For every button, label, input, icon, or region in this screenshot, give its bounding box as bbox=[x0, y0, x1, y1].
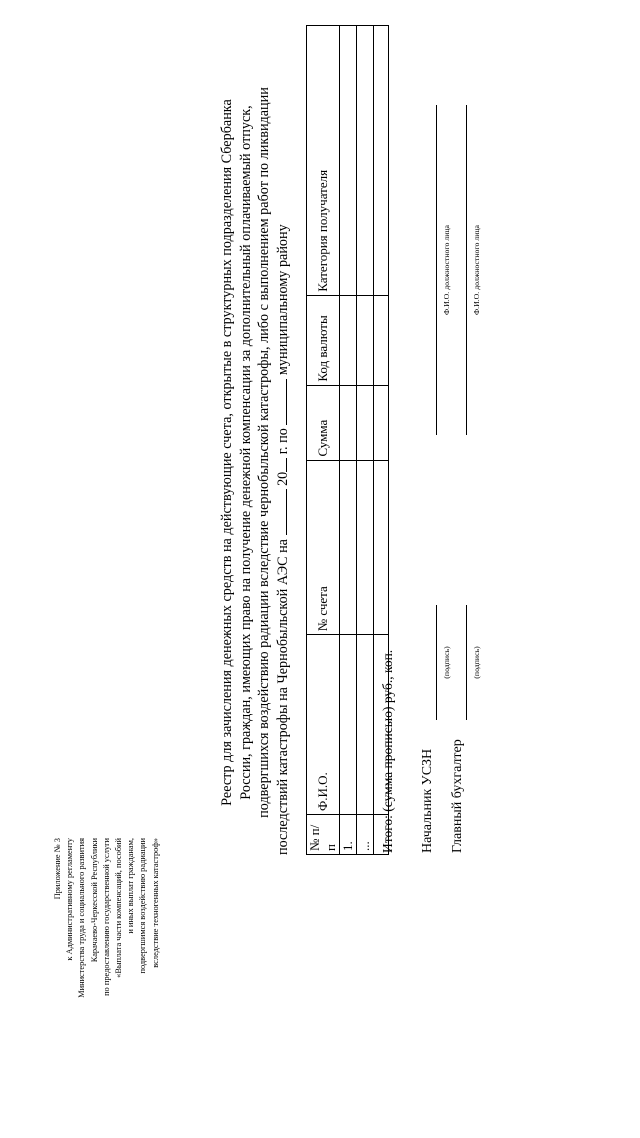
appendix-header bbox=[52, 838, 162, 1138]
title-line: России, граждан, имеющих право на получение денежной компенсации за дополнительный оплачиваемый отпуск, bbox=[237, 105, 254, 800]
appendix-line: по предоставлению государственной услуги bbox=[101, 838, 111, 996]
table-cell[interactable] bbox=[357, 385, 374, 460]
col-header-currency: Код валюты bbox=[307, 295, 340, 385]
accountant-name-line[interactable] bbox=[466, 105, 467, 435]
appendix-line: подвергшимся воздействию радиации bbox=[138, 838, 148, 974]
district-blank[interactable] bbox=[274, 379, 287, 425]
year-blank[interactable] bbox=[274, 458, 287, 472]
registry-table bbox=[306, 25, 389, 855]
table-cell[interactable] bbox=[357, 26, 374, 296]
head-signature-line[interactable] bbox=[436, 605, 437, 720]
accountant-name-caption: Ф.И.О. должностного лица bbox=[472, 225, 481, 316]
appendix-line: и иных выплат гражданам, bbox=[126, 838, 136, 934]
table-cell[interactable] bbox=[340, 635, 357, 815]
head-name-line[interactable] bbox=[436, 105, 437, 435]
date-blank[interactable] bbox=[274, 489, 287, 535]
appendix-line: Карачаево-Черкесской Республики bbox=[89, 838, 99, 963]
appendix-line: к Административному регламенту bbox=[65, 838, 75, 961]
title-line-period bbox=[274, 50, 293, 855]
accountant-signature-line[interactable] bbox=[466, 605, 467, 720]
table-cell[interactable] bbox=[374, 385, 389, 460]
col-header-name: Ф.И.О. bbox=[307, 635, 340, 815]
table-cell[interactable] bbox=[340, 460, 357, 635]
head-name-caption: Ф.И.О. должностного лица bbox=[442, 225, 451, 316]
total-amount-line: Итого: (сумма прописью) руб., коп. bbox=[380, 649, 395, 853]
col-header-number: № п/п bbox=[307, 815, 340, 855]
appendix-line: вследствие техногенных катастроф» bbox=[150, 838, 160, 968]
appendix-line: Министерства труда и социального развития bbox=[77, 838, 87, 998]
year-prefix: 20 bbox=[274, 471, 291, 486]
table-cell[interactable] bbox=[374, 460, 389, 635]
table-row bbox=[340, 26, 357, 855]
title-text: муниципальному району bbox=[274, 224, 291, 376]
table-cell[interactable] bbox=[374, 26, 389, 296]
head-signature-label: Начальник УСЗН bbox=[420, 748, 435, 853]
col-header-sum: Сумма bbox=[307, 385, 340, 460]
title-text: г. по bbox=[274, 428, 291, 455]
document-title bbox=[218, 50, 292, 855]
appendix-line: Приложение № 3 bbox=[53, 838, 62, 900]
table-cell[interactable] bbox=[340, 385, 357, 460]
col-header-account: № счета bbox=[307, 460, 340, 635]
col-header-category: Категория получателя bbox=[307, 26, 340, 296]
table-header-row bbox=[307, 26, 340, 855]
accountant-signature-label: Главный бухгалтер bbox=[450, 739, 465, 853]
title-text: последствий катастрофы на Чернобыльской АЭС на bbox=[274, 539, 291, 855]
table-cell[interactable] bbox=[357, 295, 374, 385]
table-cell[interactable] bbox=[340, 26, 357, 296]
table-cell[interactable] bbox=[340, 295, 357, 385]
title-line: Реестр для зачисления денежных средств на действующие счета, открытые в структурных подразделения Сбербанка bbox=[219, 99, 235, 806]
head-signature-caption: (подпись) bbox=[442, 646, 451, 679]
table-cell[interactable] bbox=[357, 460, 374, 635]
appendix-line: «Выплата части компенсаций, пособий bbox=[114, 838, 124, 978]
table-cell[interactable]: ... bbox=[357, 815, 374, 855]
table-cell[interactable] bbox=[374, 295, 389, 385]
accountant-signature-caption: (подпись) bbox=[472, 646, 481, 679]
title-line: подвергшихся воздействию радиации вследствие чернобыльской катастрофы, либо с выполнением работ по ликвидации bbox=[256, 87, 273, 818]
table-cell[interactable] bbox=[357, 635, 374, 815]
table-row bbox=[357, 26, 374, 855]
table-cell[interactable]: 1. bbox=[340, 815, 357, 855]
